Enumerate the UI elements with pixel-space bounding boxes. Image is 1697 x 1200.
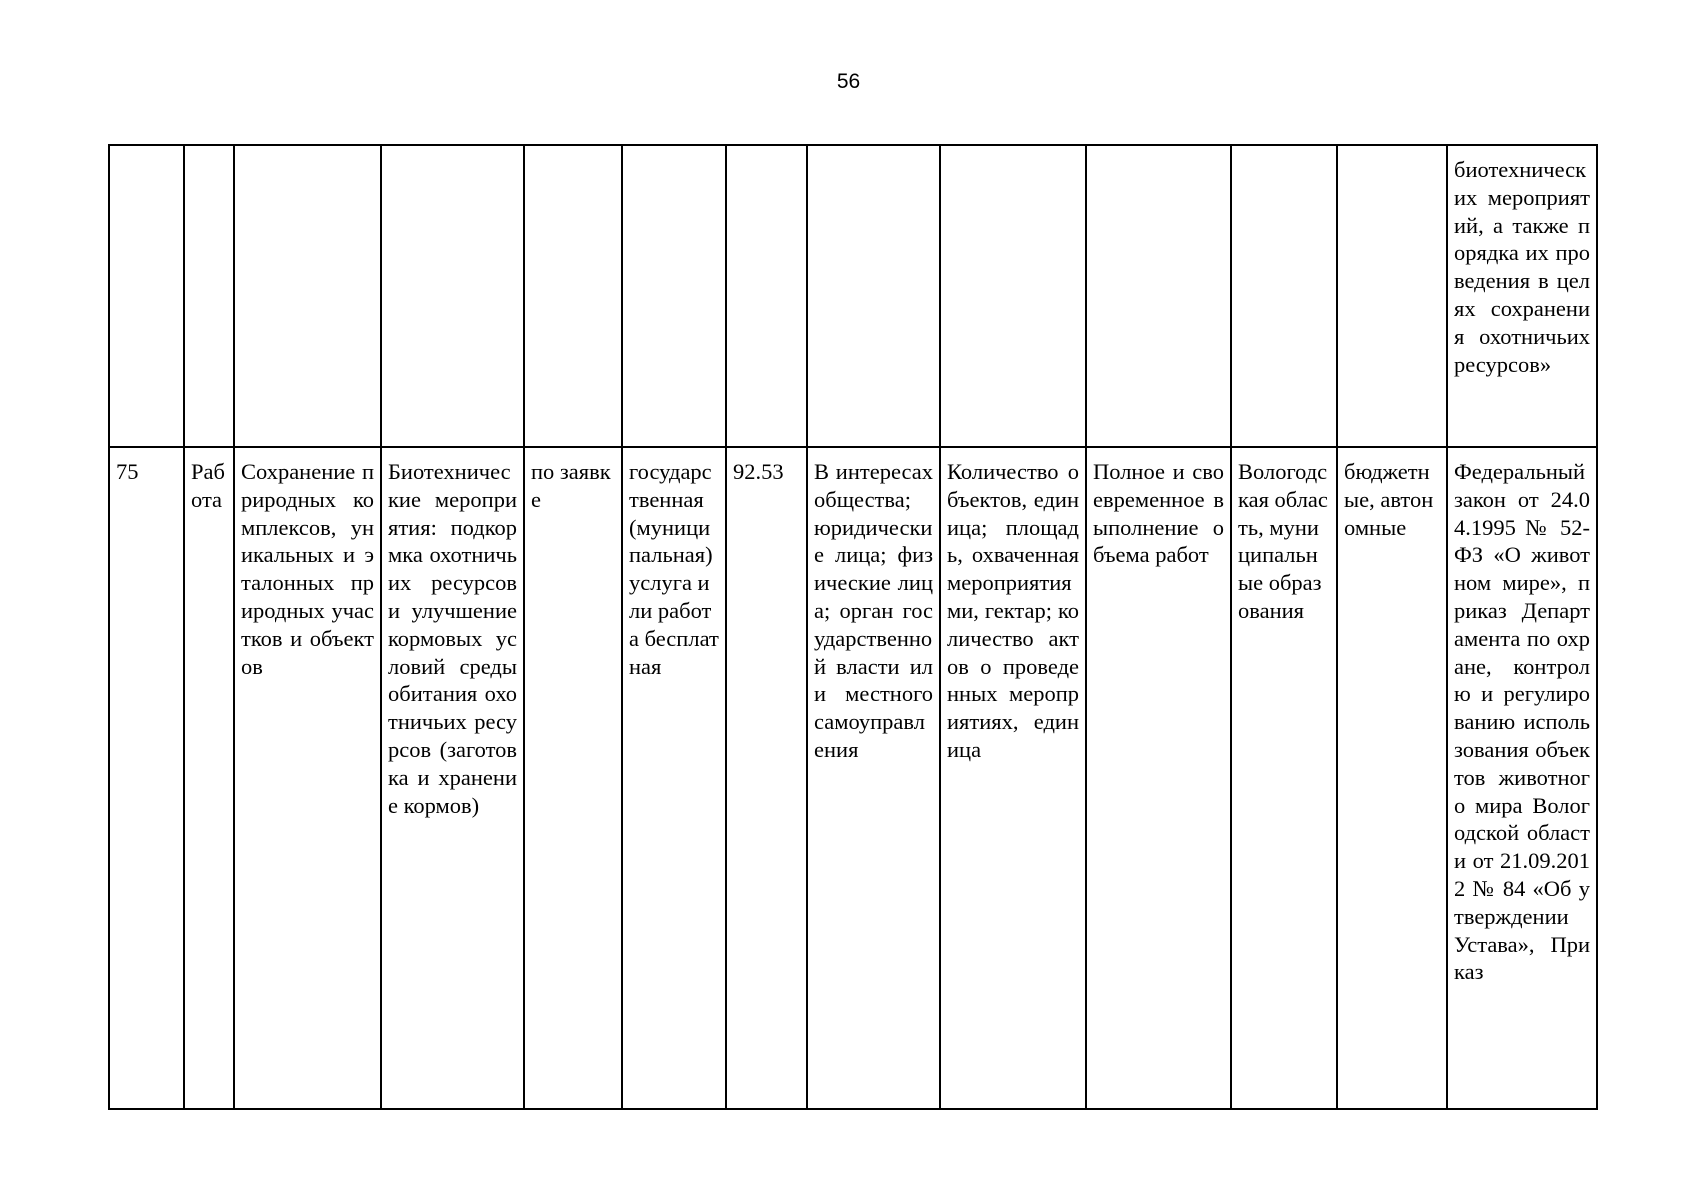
cell-quality: Полное и своевременное выполнение объема работ: [1086, 447, 1231, 1109]
cell-indicators: Количество объектов, единица; площадь, охваченная мероприятиями, гектар; количество актов о проведенных мероприятиях, единица: [940, 447, 1086, 1109]
cell-institution-type: [1337, 145, 1447, 447]
cell-provider-level: [1231, 145, 1337, 447]
table-row-continuation: [109, 145, 1597, 447]
cell-number: 75: [109, 447, 184, 1109]
cell-number: [109, 145, 184, 447]
cell-provider-level: Вологодская область, муниципальные образования: [1231, 447, 1337, 1109]
cell-provision: по заявке: [524, 447, 622, 1109]
page-number: 56: [836, 70, 861, 93]
cell-type: Работа: [184, 447, 234, 1109]
cell-consumers: В интересах общества; юридические лица; физические лица; орган государственной власти или местного самоуправления: [807, 447, 940, 1109]
cell-consumers: [807, 145, 940, 447]
cell-legal-basis: Федеральный закон от 24.04.1995 № 52-ФЗ «О животном мире», приказ Департамента по охране, контролю и регулированию использования объектов животного мира Вологодской области от 21.09.2012 № 84 «Об утверждении Устава», Приказ: [1447, 447, 1597, 1109]
cell-institution-type: бюджетные, автономные: [1337, 447, 1447, 1109]
cell-category: [622, 145, 726, 447]
cell-indicators: [940, 145, 1086, 447]
cell-okved: 92.53: [726, 447, 807, 1109]
cell-activity: [234, 145, 381, 447]
cell-legal-basis: биотехнических мероприятий, а также порядка их проведения в целях сохранения охотничьих ресурсов»: [1447, 145, 1597, 447]
cell-provision: [524, 145, 622, 447]
cell-name: [381, 145, 524, 447]
cell-okved: [726, 145, 807, 447]
cell-type: [184, 145, 234, 447]
table-row-75: [109, 447, 1597, 1109]
cell-quality: [1086, 145, 1231, 447]
services-register-table: [108, 144, 1598, 1110]
cell-name: Биотехнические мероприятия: подкормка охотничьих ресурсов и улучшение кормовых условий среды обитания охотничьих ресурсов (заготовка и хранение кормов): [381, 447, 524, 1109]
cell-category: государственная (муниципальная) услуга или работа бесплатная: [622, 447, 726, 1109]
cell-activity: Сохранение природных комплексов, уникальных и эталонных природных участков и объектов: [234, 447, 381, 1109]
